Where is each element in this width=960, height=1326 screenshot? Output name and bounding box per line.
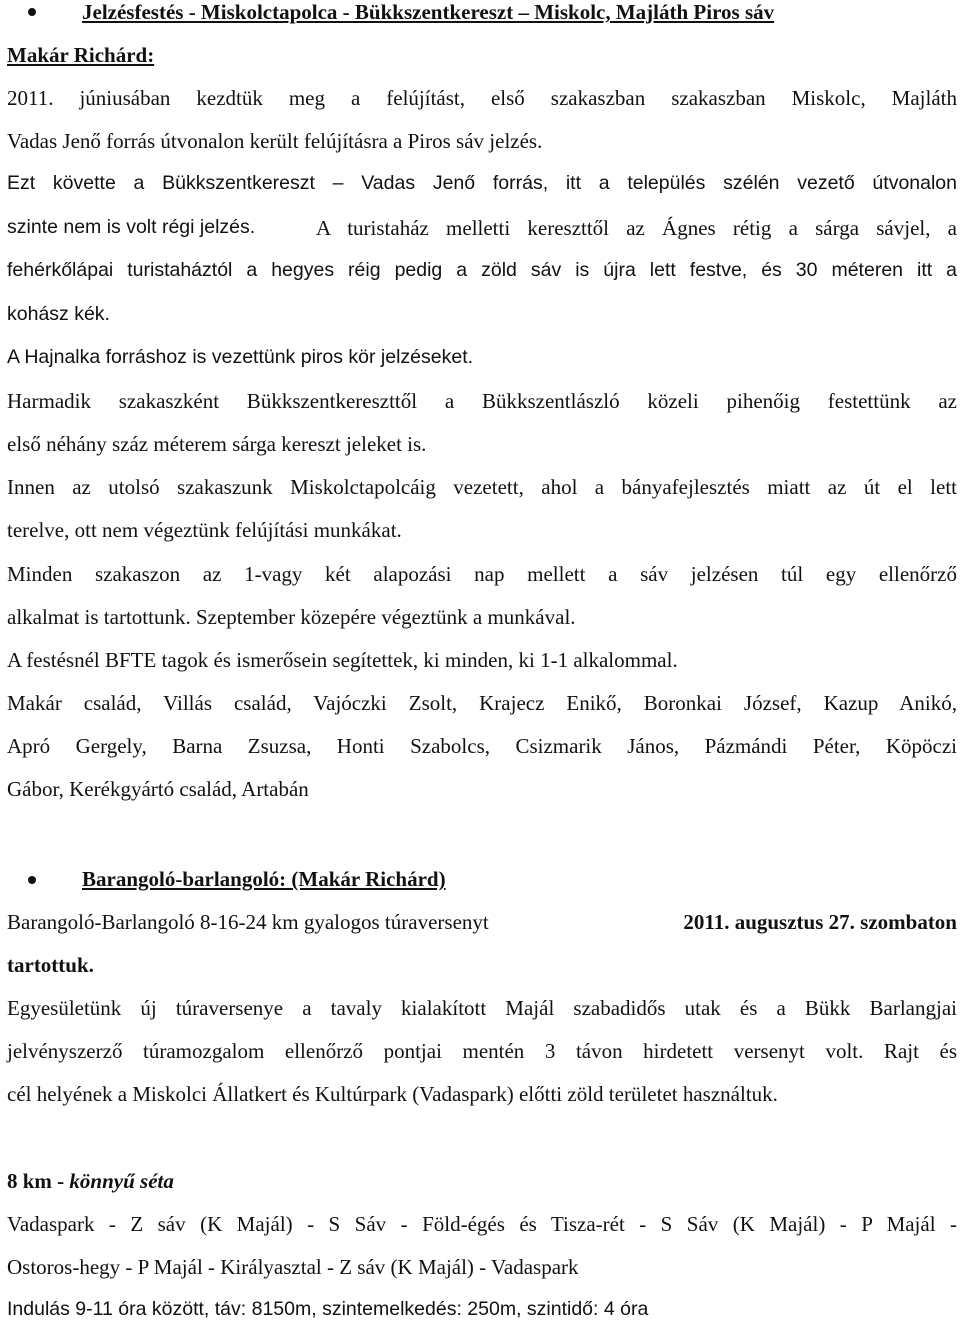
paragraph-line: kohász kék. (7, 303, 110, 325)
paragraph-line: 2011. júniusában kezdtük meg a felújítást, első szakaszban szakaszban Miskolc, Majláth (7, 86, 957, 110)
paragraph-line: Ezt követte a Bükkszentkereszt – Vadas Jenő forrás, itt a település szélén vezető útvonalon (7, 172, 957, 194)
paragraph-line: A Hajnalka forráshoz is vezettünk piros kör jelzéseket. (7, 346, 474, 368)
paragraph-line: terelve, ott nem végeztünk felújítási munkákat. (7, 518, 402, 542)
route-line: Ostoros-hegy - P Majál - Királyasztal - Z sáv (K Majál) - Vadaspark (7, 1255, 579, 1279)
paragraph-line: jelvényszerző túramozgalom ellenőrző pontjai mentén 3 távon hirdetett versenyt volt. Rajt és (7, 1039, 957, 1063)
paragraph-line: cél helyének a Miskolci Állatkert és Kultúrpark (Vadaspark) előtti zöld területet használtuk. (7, 1082, 778, 1106)
paragraph-line: alkalmat is tartottunk. Szeptember közepére végeztünk a munkával. (7, 605, 576, 629)
route-line: Vadaspark - Z sáv (K Majál) - S Sáv - Föld-égés és Tisza-rét - S Sáv (K Majál) - P Majál - (7, 1212, 957, 1236)
race-description: Barangoló-Barlangoló 8-16-24 km gyalogos túraversenyt (7, 910, 489, 934)
paragraph-line: A festésnél BFTE tagok és ismerősein segítettek, ki minden, ki 1-1 alkalommal. (7, 648, 678, 672)
paragraph-line: fehérkőlápai turistaháztól a hegyes réig pedig a zöld sáv is újra lett festve, és 30 méteren itt a (7, 259, 957, 281)
paragraph-line: Apró Gergely, Barna Zsuzsa, Honti Szabolcs, Csizmarik János, Pázmándi Péter, Köpöczi (7, 734, 957, 758)
race-date-continued: tartottuk. (7, 953, 94, 977)
paragraph-line: A turistaház melletti kereszttől az Ágnes rétig a sárga sávjel, a (316, 216, 957, 240)
route-difficulty: könnyű séta (69, 1169, 174, 1193)
paragraph-line: Minden szakaszon az 1-vagy két alapozási nap mellett a sáv jelzésen túl egy ellenőrző (7, 562, 957, 586)
bullet-icon (28, 876, 36, 884)
route-distance: 8 km - (7, 1169, 70, 1193)
route-info: Indulás 9-11 óra között, táv: 8150m, szintemelkedés: 250m, szintidő: 4 óra (7, 1298, 649, 1320)
paragraph-line: Harmadik szakaszként Bükkszentkereszttől a Bükkszentlászló közeli pihenőig festettünk az (7, 389, 957, 413)
route-heading (7, 1171, 174, 1192)
paragraph-line: szinte nem is volt régi jelzés. (7, 216, 256, 238)
paragraph-line: Innen az utolsó szakaszunk Miskolctapolcáig vezetett, ahol a bányafejlesztés miatt az út el lett (7, 475, 957, 499)
paragraph-line: Egyesületünk új túraversenye a tavaly kialakított Majál szabadidős utak és a Bükk Barlangjai (7, 996, 957, 1020)
bullet-icon (28, 8, 36, 16)
paragraph-line: első néhány száz méterem sárga kereszt jeleket is. (7, 432, 427, 456)
race-date: 2011. augusztus 27. szombaton (683, 910, 957, 934)
section-heading-jelzesfestes: Jelzésfestés - Miskolctapolca - Bükkszentkereszt – Miskolc, Majláth Piros sáv (82, 0, 775, 24)
paragraph-line: Vadas Jenő forrás útvonalon került felújításra a Piros sáv jelzés. (7, 129, 543, 153)
section-heading-barangolo: Barangoló-barlangoló: (Makár Richárd) (82, 867, 446, 891)
paragraph-line: Gábor, Kerékgyártó család, Artabán (7, 777, 309, 801)
author-label: Makár Richárd: (7, 43, 155, 67)
paragraph-line: Makár család, Villás család, Vajóczki Zsolt, Krajecz Enikő, Boronkai József, Kazup Anikó, (7, 691, 957, 715)
race-date-line (7, 912, 957, 933)
